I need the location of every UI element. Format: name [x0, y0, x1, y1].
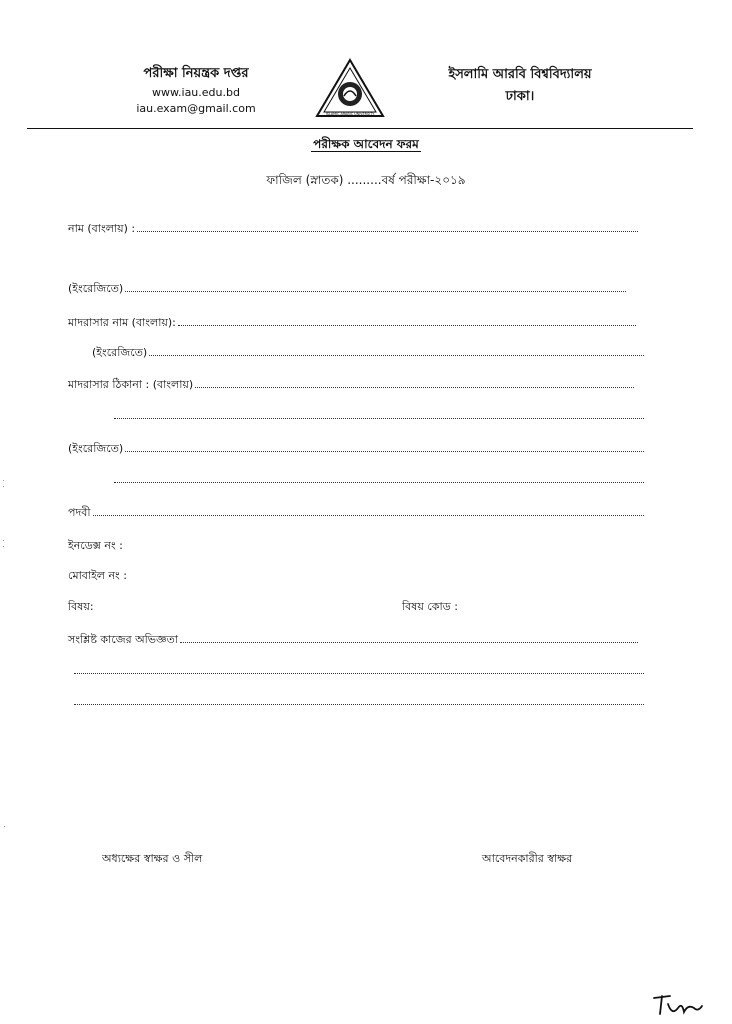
experience-label: সংশ্লিষ্ট কাজের অভিজ্ঞতা [68, 633, 178, 646]
scan-speck [4, 826, 5, 827]
city-name: ঢাকা। [505, 89, 535, 104]
subject-label: বিষয়: [68, 600, 94, 613]
applicant-signature-label: আবেদনকারীর স্বাক্ষর [482, 852, 573, 865]
university-block [420, 64, 620, 108]
scan-speck [3, 540, 4, 541]
website-text: www.iau.edu.bd [152, 86, 240, 99]
scan-speck [3, 546, 4, 547]
scan-speck [3, 486, 4, 487]
mobile-label: মোবাইল নং : [68, 569, 127, 582]
experience-row-3 [72, 694, 644, 710]
university-name: ইসলামি আরবি বিশ্ববিদ্যালয় [448, 67, 592, 82]
index-label: ইনডেক্স নং : [68, 539, 123, 552]
madrasa-address-en-line-2[interactable] [114, 472, 644, 483]
office-name: পরীক্ষা নিয়ন্ত্রক দপ্তর [143, 66, 249, 81]
madrasa-address-bn-row [68, 376, 634, 392]
email-text: iau.exam@gmail.com [136, 102, 256, 115]
madrasa-address-en-line[interactable] [125, 441, 644, 452]
madrasa-name-en-label: (ইংরেজিতে) [92, 346, 148, 359]
experience-row [68, 631, 638, 647]
designation-line[interactable] [93, 505, 644, 516]
mobile-row [68, 567, 268, 583]
logo-text: ISLAMIC ARABIC UNIVERSITY [325, 112, 375, 116]
principal-signature-label: অধ্যক্ষের স্বাক্ষর ও সীল [102, 852, 203, 865]
experience-row-2 [72, 663, 644, 679]
handwritten-initial [648, 990, 708, 1020]
madrasa-address-bn-line-2[interactable] [114, 408, 644, 419]
madrasa-address-bn-row-2 [112, 408, 644, 424]
madrasa-name-bn-label: মাদরাসার নাম (বাংলায়): [68, 316, 176, 329]
subject-code-label: বিষয় কোড : [402, 600, 458, 613]
subject-code-row [402, 598, 602, 614]
name-en-row [68, 280, 626, 296]
madrasa-address-en-row-2 [112, 472, 644, 488]
madrasa-address-bn-line[interactable] [195, 377, 634, 388]
index-row [68, 537, 268, 553]
office-block [106, 64, 286, 117]
name-en-line[interactable] [125, 281, 626, 292]
designation-row [68, 504, 644, 520]
madrasa-name-en-row [92, 344, 644, 360]
name-bn-row [68, 220, 638, 236]
madrasa-address-bn-label: মাদরাসার ঠিকানা : (বাংলায়) [68, 378, 194, 391]
madrasa-address-en-label: (ইংরেজিতে) [68, 442, 124, 455]
experience-line-2[interactable] [74, 663, 644, 674]
subject-row [68, 598, 268, 614]
name-bn-label: নাম (বাংলায়) : [68, 222, 136, 235]
experience-line-3[interactable] [74, 694, 644, 705]
form-subtitle: ফাজিল (স্নাতক) .........বর্ষ পরীক্ষা-২০১৯ [266, 173, 466, 187]
designation-label: পদবী [68, 506, 91, 519]
madrasa-address-en-row [68, 440, 644, 456]
madrasa-name-bn-row [68, 314, 636, 330]
form-title-wrap [0, 136, 732, 156]
header-divider [27, 128, 693, 129]
name-bn-line[interactable] [137, 221, 638, 232]
university-logo [313, 58, 387, 120]
experience-line[interactable] [180, 632, 638, 643]
form-title: পরীক্ষক আবেদন ফরম [313, 137, 419, 151]
scan-speck [3, 480, 4, 481]
madrasa-name-bn-line[interactable] [178, 315, 636, 326]
name-en-label: (ইংরেজিতে) [68, 282, 124, 295]
madrasa-name-en-line[interactable] [149, 345, 644, 356]
